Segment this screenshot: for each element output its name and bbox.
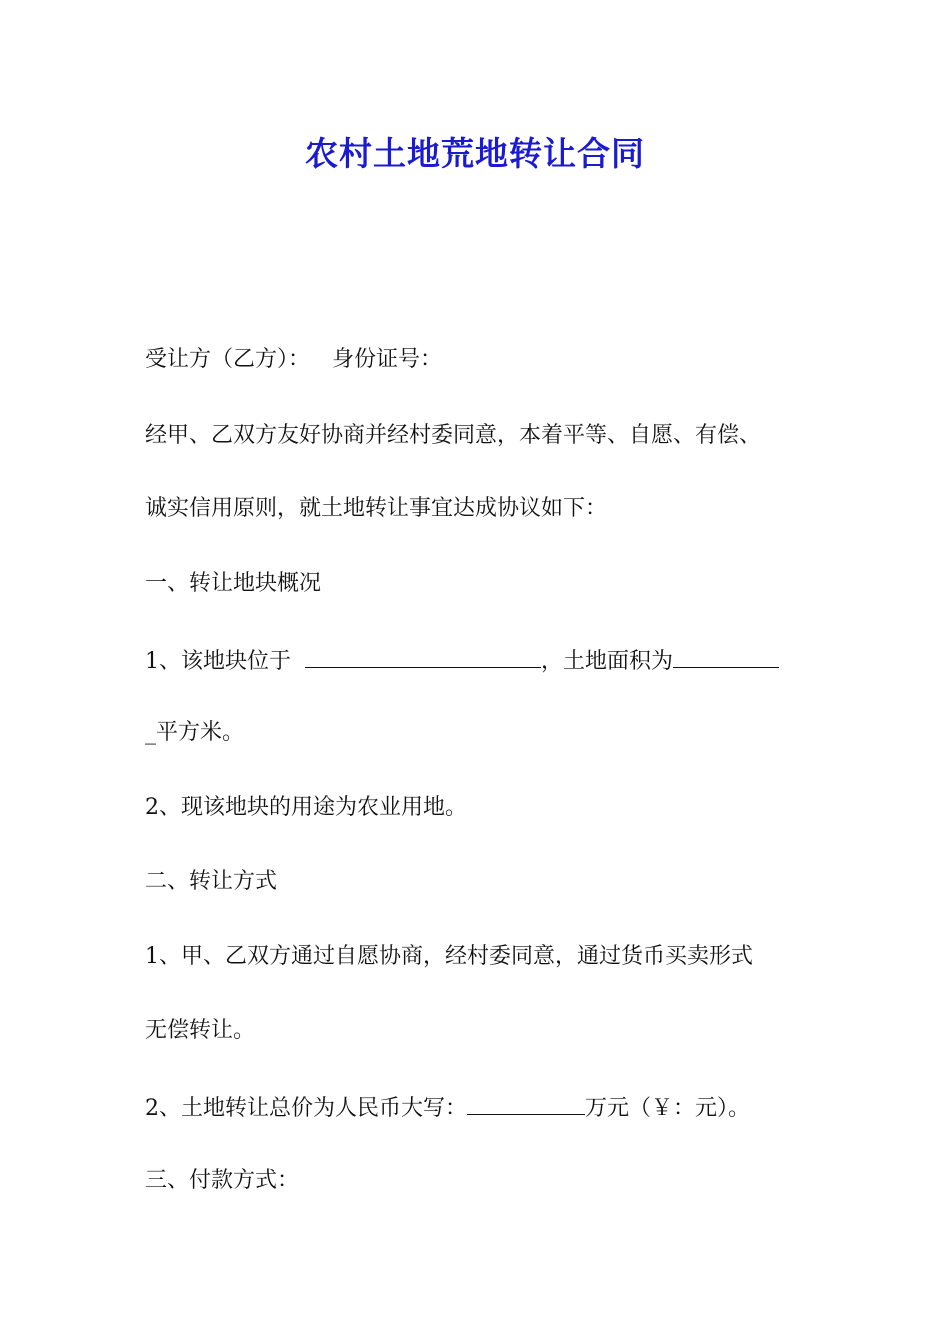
section-1-heading: 一、转让地块概况 (145, 571, 322, 596)
section-1-item-2: 2、现该地块的用途为农业用地。 (145, 795, 467, 820)
preamble-line-2: 诚实信用原则，就土地转让事宜达成协议如下： (145, 496, 608, 521)
id-number-label: 身份证号： (332, 347, 443, 372)
section-1-item-1-cont: _平方米。 (145, 720, 245, 745)
area-blank (673, 645, 779, 668)
preamble-line-1: 经甲、乙双方友好协商并经村委同意，本着平等、自愿、有偿、 (145, 423, 762, 448)
area-label: ，土地面积为 (541, 649, 674, 674)
location-blank (305, 645, 541, 668)
transferee-label: 受让方（乙方）： (145, 347, 311, 372)
location-label: 1、该地块位于 (145, 649, 291, 674)
section-1-item-1 (145, 645, 779, 677)
section-2-item-1: 1、甲、乙双方通过自愿协商，经村委同意，通过货币买卖形式 (145, 944, 753, 969)
section-2-item-2 (145, 1092, 750, 1124)
price-blank (467, 1092, 585, 1115)
section-3-heading: 三、付款方式： (145, 1168, 300, 1193)
section-2-heading: 二、转让方式 (145, 869, 278, 894)
section-2-item-1-cont: 无偿转让。 (145, 1018, 256, 1043)
price-label: 2、土地转让总价为人民币大写： (145, 1096, 467, 1121)
document-title: 农村土地荒地转让合同 (305, 134, 645, 173)
price-unit: 万元（￥：元）。 (585, 1096, 751, 1121)
transferee-line (145, 345, 442, 375)
